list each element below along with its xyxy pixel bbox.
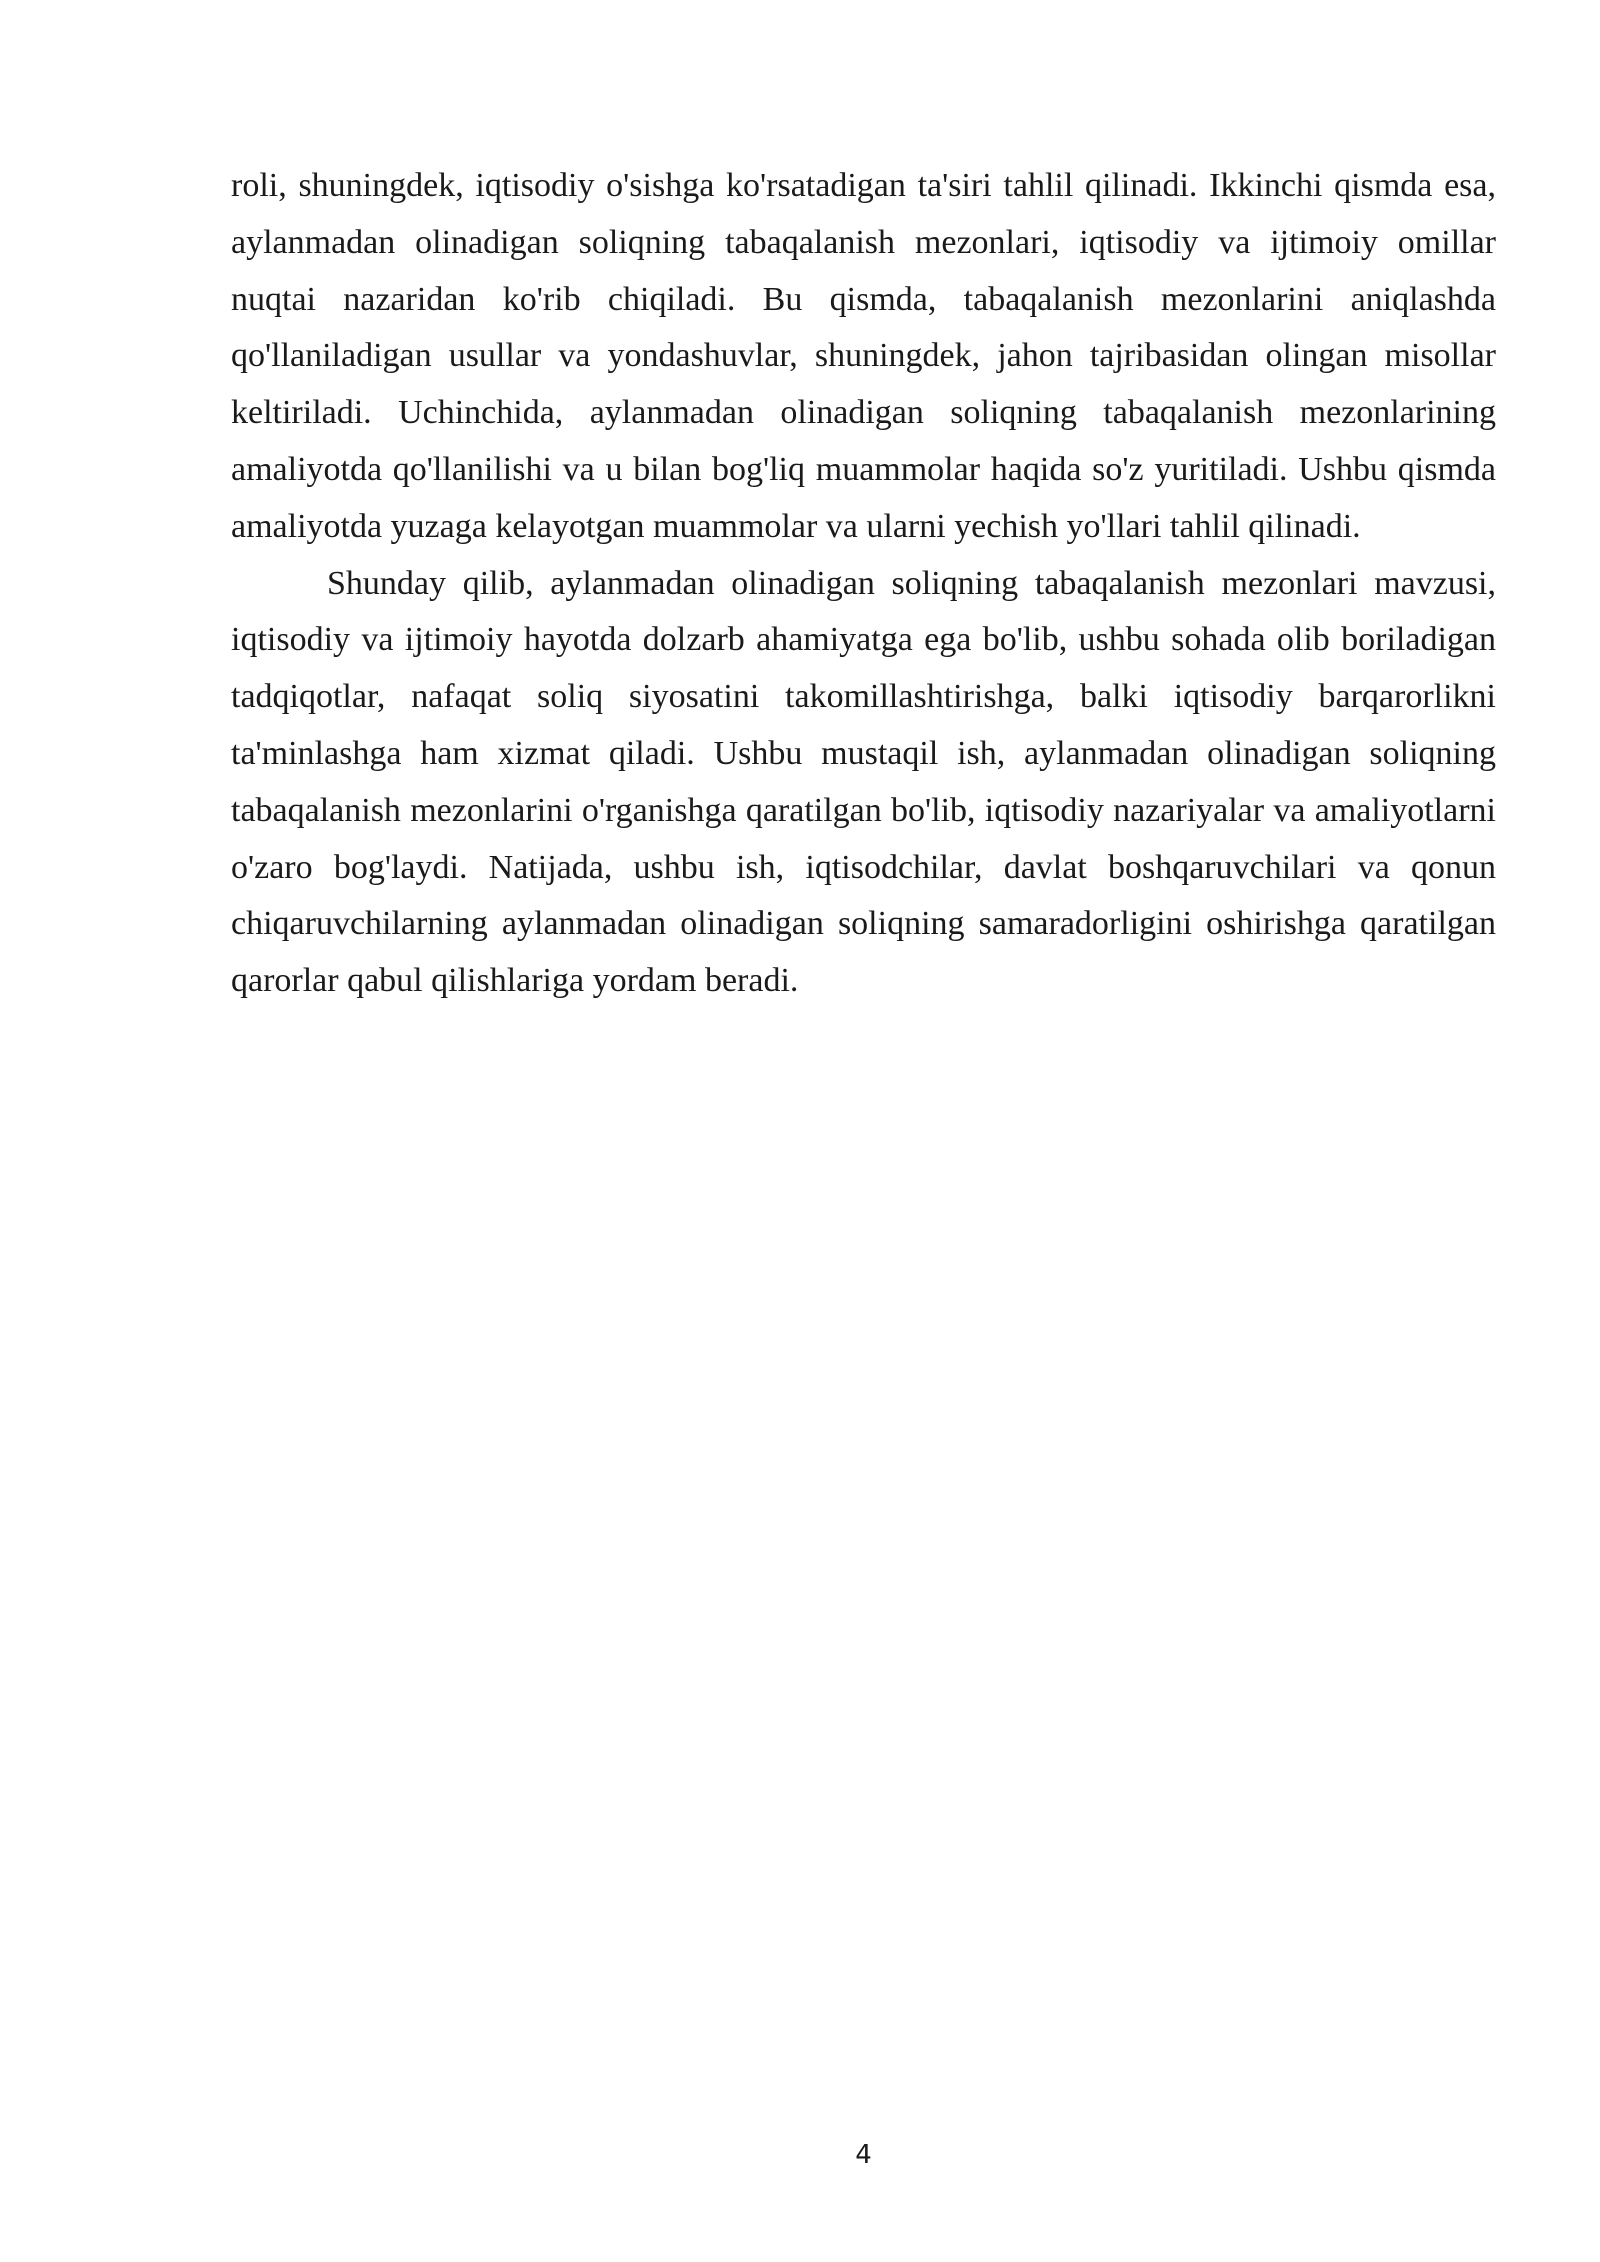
page-number: 4	[855, 2140, 872, 2170]
paragraph-continuation: roli, shuningdek, iqtisodiy o'sishga ko'rsatadigan ta'siri tahlil qilinadi. Ikkinchi qismda esa, aylanmadan olinadigan soliqning tabaqalanish mezonlari, iqtisodiy va ijtimoiy omillar nuqtai nazaridan ko'rib chiqiladi. Bu qismda, tabaqalanish mezonlarini aniqlashda qo'llaniladigan usullar va yondashuvlar, shuningdek, jahon tajribasidan olingan misollar keltiriladi. Uchinchida, aylanmadan olinadigan soliqning tabaqalanish mezonlarining amaliyotda qo'llanilishi va u bilan bog'liq muammolar haqida so'z yuritiladi. Ushbu qismda amaliyotda yuzaga kelayotgan muammolar va ularni yechish yo'llari tahlil qilinadi.	[231, 167, 1496, 545]
paragraph-conclusion: Shunday qilib, aylanmadan olinadigan soliqning tabaqalanish mezonlari mavzusi, iqtisodiy va ijtimoiy hayotda dolzarb ahamiyatga ega bo'lib, ushbu sohada olib boriladigan tadqiqotlar, nafaqat soliq siyosatini takomillashtirishga, balki iqtisodiy barqarorlikni ta'minlashga ham xizmat qiladi. Ushbu mustaqil ish, aylanmadan olinadigan soliqning tabaqalanish mezonlarini o'rganishga qaratilgan bo'lib, iqtisodiy nazariyalar va amaliyotlarni o'zaro bog'laydi. Natijada, ushbu ish, iqtisodchilar, davlat boshqaruvchilari va qonun chiqaruvchilarning aylanmadan olinadigan soliqning samaradorligini oshirishga qaratilgan qarorlar qabul qilishlariga yordam beradi.	[231, 564, 1496, 1000]
body-text	[231, 158, 1496, 1010]
